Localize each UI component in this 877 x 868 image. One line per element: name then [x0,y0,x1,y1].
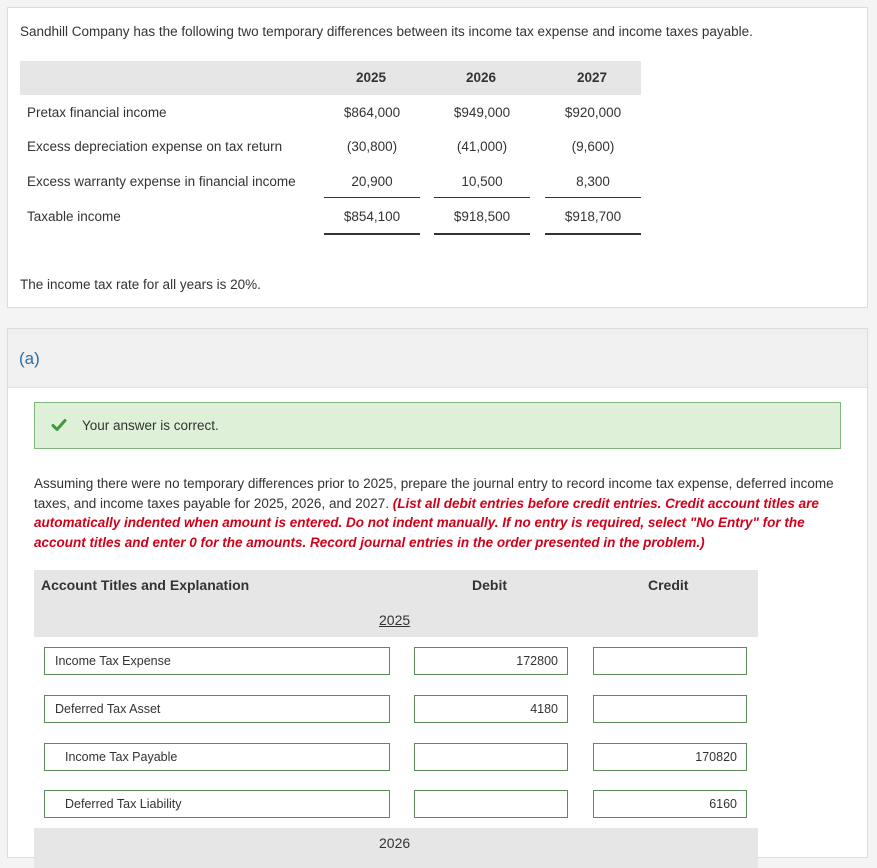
total-line-2025 [324,233,420,235]
credit-input[interactable] [593,647,747,675]
year-header-2027: 2027 [577,70,608,85]
credit-input[interactable]: 170820 [593,743,747,771]
part-a-panel [7,328,868,858]
subtotal-line-2025 [324,197,420,198]
cell-pretax-2027: $920,000 [564,105,622,120]
debit-input[interactable] [414,790,568,818]
instructions-note: (List all debit entries before credit entries. Credit account titles are automatically indented when amount is entered. Do not indent manually. If no entry is required, select "No Entry" for the account titles and enter 0 for the amounts. Record journal entries in the order presented in the problem.) [34,495,819,550]
subtotal-line-2027 [545,197,641,198]
debit-input[interactable]: 4180 [414,695,568,723]
correct-answer-banner [34,402,841,449]
table-header-bar [20,61,641,95]
cell-depreciation-2027: (9,600) [571,139,615,154]
year-header-2026: 2026 [466,70,497,85]
correct-answer-text: Your answer is correct. [82,418,219,433]
cell-pretax-2026: $949,000 [453,105,511,120]
total-line-2026 [434,233,530,235]
cell-depreciation-2026: (41,000) [456,139,508,154]
cell-pretax-2025: $864,000 [343,105,401,120]
row-label-warranty: Excess warranty expense in financial income [27,174,296,189]
debit-header: Debit [472,577,507,593]
problem-intro: Sandhill Company has the following two temporary differences between its income tax expense and income taxes payable. [20,24,753,39]
account-title-input[interactable]: Income Tax Payable [44,743,390,771]
problem-panel [7,7,868,308]
account-title-input[interactable]: Income Tax Expense [44,647,390,675]
tax-rate-text: The income tax rate for all years is 20%. [20,277,261,292]
subtotal-line-2026 [434,197,530,198]
cell-depreciation-2025: (30,800) [346,139,398,154]
row-label-depreciation: Excess depreciation expense on tax return [27,139,283,154]
debit-input[interactable] [414,743,568,771]
part-label: (a) [19,349,40,368]
checkmark-icon [51,417,67,433]
credit-input[interactable] [593,695,747,723]
total-line-2027 [545,233,641,235]
cell-taxable-2025: $854,100 [343,209,401,224]
row-label-pretax: Pretax financial income [27,105,167,120]
cell-taxable-2027: $918,700 [564,209,622,224]
account-title-input[interactable]: Deferred Tax Asset [44,695,390,723]
cell-warranty-2025: 20,900 [351,174,393,189]
row-label-taxable: Taxable income [27,209,121,224]
part-header [8,329,867,388]
credit-header: Credit [648,577,689,593]
journal-year-label: 2025 [379,612,411,628]
instructions-text: Assuming there were no temporary differences prior to 2025, prepare the journal entry to record income tax expense, deferred income taxes, and income taxes payable for 2025, 2026, and 2027. [34,476,834,511]
debit-input[interactable]: 172800 [414,647,568,675]
year-header-2025: 2025 [356,70,387,85]
account-title-input[interactable]: Deferred Tax Liability [44,790,390,818]
cell-warranty-2026: 10,500 [461,174,503,189]
credit-input[interactable]: 6160 [593,790,747,818]
instructions [34,474,849,552]
next-year-label: 2026 [379,835,411,851]
account-titles-header: Account Titles and Explanation [41,577,250,593]
cell-taxable-2026: $918,500 [453,209,511,224]
cell-warranty-2027: 8,300 [576,174,610,189]
